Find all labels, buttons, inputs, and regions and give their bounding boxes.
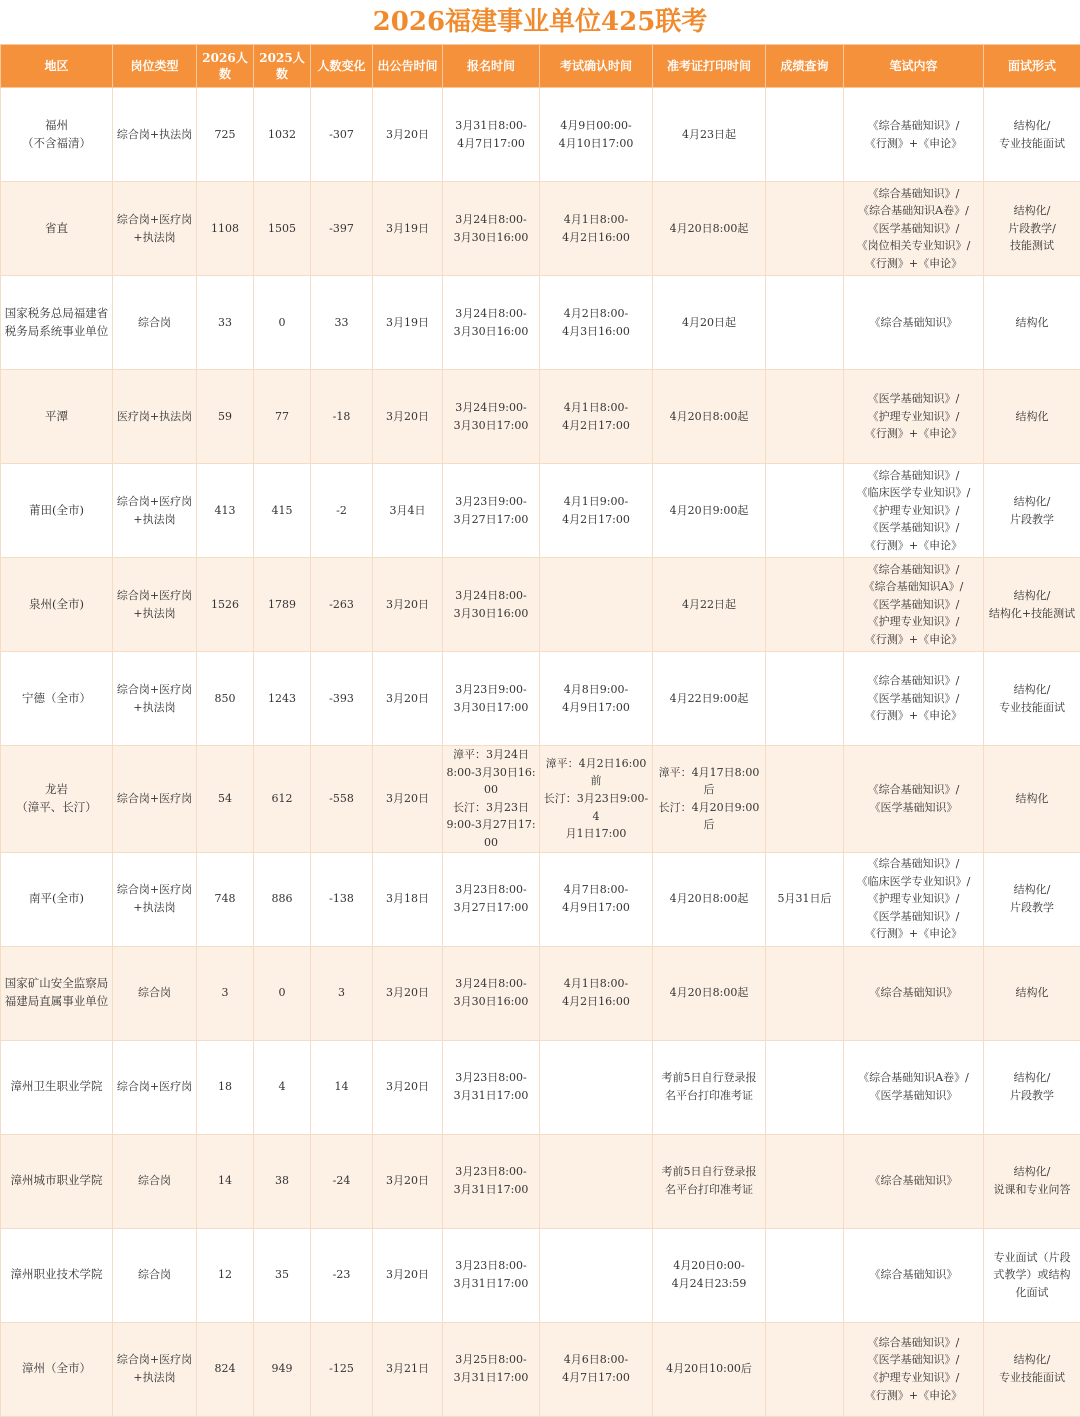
table-row	[1, 464, 1080, 558]
cell-count-change: -138	[311, 852, 373, 946]
column-header: 2025人数	[254, 45, 311, 88]
cell-confirm-time: 4月9日00:00- 4月10日17:00	[540, 88, 653, 182]
table-row	[1, 946, 1080, 1040]
cell-post-type: 综合岗+医疗岗 +执法岗	[113, 558, 197, 652]
cell-count-2026: 18	[197, 1040, 254, 1134]
cell-signup-time: 漳平：3月24日 8:00-3月30日16:00 长汀：3月23日 9:00-3月27日17:00	[443, 746, 540, 853]
cell-region: 宁德（全市）	[1, 652, 113, 746]
cell-region: 平潭	[1, 370, 113, 464]
cell-count-2025: 1789	[254, 558, 311, 652]
table-row	[1, 558, 1080, 652]
cell-written-content: 《综合基础知识A卷》/ 《医学基础知识》	[844, 1040, 984, 1134]
cell-confirm-time: 4月1日8:00- 4月2日17:00	[540, 370, 653, 464]
cell-confirm-time	[540, 558, 653, 652]
page-title: 2026福建事业单位425联考	[0, 0, 1080, 44]
table-row	[1, 182, 1080, 276]
cell-interview-form: 结构化	[984, 370, 1080, 464]
cell-signup-time: 3月24日8:00- 3月30日16:00	[443, 558, 540, 652]
cell-written-content: 《综合基础知识》	[844, 1134, 984, 1228]
table-row	[1, 1134, 1080, 1228]
column-header: 面试形式	[984, 45, 1080, 88]
table-row	[1, 746, 1080, 853]
table-row	[1, 370, 1080, 464]
cell-signup-time: 3月23日8:00- 3月31日17:00	[443, 1040, 540, 1134]
cell-announce-date: 3月20日	[373, 946, 443, 1040]
cell-admit-print-time: 4月22日起	[653, 558, 766, 652]
cell-count-2025: 0	[254, 276, 311, 370]
cell-signup-time: 3月24日8:00- 3月30日16:00	[443, 276, 540, 370]
cell-confirm-time	[540, 1228, 653, 1322]
table-body	[1, 88, 1080, 1417]
cell-signup-time: 3月23日8:00- 3月31日17:00	[443, 1134, 540, 1228]
cell-signup-time: 3月24日8:00- 3月30日16:00	[443, 946, 540, 1040]
cell-admit-print-time: 4月20日0:00- 4月24日23:59	[653, 1228, 766, 1322]
cell-count-2025: 1243	[254, 652, 311, 746]
column-header: 准考证打印时间	[653, 45, 766, 88]
cell-count-change: -263	[311, 558, 373, 652]
cell-post-type: 综合岗+医疗岗 +执法岗	[113, 1322, 197, 1416]
cell-count-2026: 725	[197, 88, 254, 182]
cell-count-2025: 35	[254, 1228, 311, 1322]
cell-post-type: 综合岗+执法岗	[113, 88, 197, 182]
cell-announce-date: 3月20日	[373, 370, 443, 464]
table-row	[1, 1228, 1080, 1322]
cell-post-type: 综合岗+医疗岗 +执法岗	[113, 182, 197, 276]
cell-admit-print-time: 考前5日自行登录报 名平台打印准考证	[653, 1134, 766, 1228]
cell-announce-date: 3月18日	[373, 852, 443, 946]
cell-signup-time: 3月23日8:00- 3月27日17:00	[443, 852, 540, 946]
cell-interview-form: 结构化/ 片段教学	[984, 464, 1080, 558]
table-row	[1, 276, 1080, 370]
cell-count-2026: 850	[197, 652, 254, 746]
cell-count-change: -307	[311, 88, 373, 182]
cell-region: 漳州（全市）	[1, 1322, 113, 1416]
cell-count-2025: 4	[254, 1040, 311, 1134]
cell-count-2025: 0	[254, 946, 311, 1040]
cell-count-2026: 59	[197, 370, 254, 464]
cell-count-change: -393	[311, 652, 373, 746]
column-header: 报名时间	[443, 45, 540, 88]
cell-post-type: 综合岗	[113, 276, 197, 370]
cell-region: 漳州卫生职业学院	[1, 1040, 113, 1134]
cell-interview-form: 结构化/ 专业技能面试	[984, 652, 1080, 746]
cell-announce-date: 3月21日	[373, 1322, 443, 1416]
cell-admit-print-time: 漳平：4月17日8:00后 长汀：4月20日9:00后	[653, 746, 766, 853]
cell-announce-date: 3月4日	[373, 464, 443, 558]
cell-announce-date: 3月20日	[373, 652, 443, 746]
cell-count-2026: 748	[197, 852, 254, 946]
cell-region: 泉州(全市)	[1, 558, 113, 652]
cell-written-content: 《综合基础知识》/ 《临床医学专业知识》/ 《护理专业知识》/ 《医学基础知识》/ 《行测》+《申论》	[844, 852, 984, 946]
cell-confirm-time: 4月8日9:00- 4月9日17:00	[540, 652, 653, 746]
column-header: 笔试内容	[844, 45, 984, 88]
cell-count-change: -2	[311, 464, 373, 558]
cell-post-type: 综合岗	[113, 1134, 197, 1228]
column-header: 成绩查询	[766, 45, 844, 88]
cell-count-change: 3	[311, 946, 373, 1040]
cell-announce-date: 3月20日	[373, 88, 443, 182]
cell-count-change: -125	[311, 1322, 373, 1416]
cell-region: 南平(全市)	[1, 852, 113, 946]
cell-interview-form: 结构化/ 片段教学	[984, 1040, 1080, 1134]
table-row	[1, 652, 1080, 746]
column-header: 人数变化	[311, 45, 373, 88]
cell-signup-time: 3月23日9:00- 3月27日17:00	[443, 464, 540, 558]
cell-confirm-time	[540, 1040, 653, 1134]
cell-region: 国家税务总局福建省 税务局系统事业单位	[1, 276, 113, 370]
cell-admit-print-time: 4月20日8:00起	[653, 946, 766, 1040]
cell-admit-print-time: 考前5日自行登录报 名平台打印准考证	[653, 1040, 766, 1134]
cell-interview-form: 结构化	[984, 946, 1080, 1040]
cell-score-query: 5月31日后	[766, 852, 844, 946]
cell-count-2026: 33	[197, 276, 254, 370]
cell-count-2026: 14	[197, 1134, 254, 1228]
cell-interview-form: 结构化/ 专业技能面试	[984, 1322, 1080, 1416]
cell-written-content: 《综合基础知识》/ 《行测》+《申论》	[844, 88, 984, 182]
cell-region: 省直	[1, 182, 113, 276]
cell-announce-date: 3月20日	[373, 1228, 443, 1322]
cell-written-content: 《综合基础知识》/ 《医学基础知识》	[844, 746, 984, 853]
cell-written-content: 《综合基础知识》/ 《综合基础知识A卷》/ 《医学基础知识》/ 《岗位相关专业知识》/ 《行测》+《申论》	[844, 182, 984, 276]
cell-region: 漳州职业技术学院	[1, 1228, 113, 1322]
cell-count-2025: 1032	[254, 88, 311, 182]
cell-count-change: -18	[311, 370, 373, 464]
cell-post-type: 综合岗+医疗岗	[113, 1040, 197, 1134]
column-header: 2026人数	[197, 45, 254, 88]
cell-score-query	[766, 88, 844, 182]
cell-count-2025: 38	[254, 1134, 311, 1228]
cell-written-content: 《综合基础知识》/ 《医学基础知识》/ 《行测》+《申论》	[844, 652, 984, 746]
cell-post-type: 综合岗+医疗岗 +执法岗	[113, 464, 197, 558]
table-row	[1, 852, 1080, 946]
table-row	[1, 1322, 1080, 1416]
cell-interview-form: 结构化	[984, 276, 1080, 370]
cell-admit-print-time: 4月20日起	[653, 276, 766, 370]
table-header-row	[1, 45, 1080, 88]
cell-interview-form: 结构化/ 结构化+技能测试	[984, 558, 1080, 652]
cell-region: 龙岩 （漳平、长汀）	[1, 746, 113, 853]
table-row	[1, 1040, 1080, 1134]
column-header: 岗位类型	[113, 45, 197, 88]
column-header: 出公告时间	[373, 45, 443, 88]
cell-written-content: 《综合基础知识》/ 《医学基础知识》/ 《护理专业知识》/ 《行测》+《申论》	[844, 1322, 984, 1416]
cell-written-content: 《综合基础知识》	[844, 276, 984, 370]
cell-count-2026: 413	[197, 464, 254, 558]
cell-count-2025: 612	[254, 746, 311, 853]
cell-interview-form: 结构化/ 片段教学	[984, 852, 1080, 946]
cell-confirm-time: 4月2日8:00- 4月3日16:00	[540, 276, 653, 370]
cell-score-query	[766, 946, 844, 1040]
cell-post-type: 综合岗	[113, 1228, 197, 1322]
cell-signup-time: 3月23日9:00- 3月30日17:00	[443, 652, 540, 746]
cell-region: 漳州城市职业学院	[1, 1134, 113, 1228]
cell-announce-date: 3月20日	[373, 1134, 443, 1228]
cell-announce-date: 3月19日	[373, 182, 443, 276]
cell-announce-date: 3月20日	[373, 1040, 443, 1134]
table-row	[1, 88, 1080, 182]
cell-count-change: -397	[311, 182, 373, 276]
cell-announce-date: 3月20日	[373, 746, 443, 853]
cell-score-query	[766, 558, 844, 652]
cell-score-query	[766, 1322, 844, 1416]
cell-signup-time: 3月23日8:00- 3月31日17:00	[443, 1228, 540, 1322]
cell-confirm-time: 4月1日8:00- 4月2日16:00	[540, 182, 653, 276]
cell-admit-print-time: 4月20日9:00起	[653, 464, 766, 558]
cell-count-2025: 886	[254, 852, 311, 946]
cell-confirm-time: 4月1日8:00- 4月2日16:00	[540, 946, 653, 1040]
cell-post-type: 医疗岗+执法岗	[113, 370, 197, 464]
cell-admit-print-time: 4月20日10:00后	[653, 1322, 766, 1416]
cell-interview-form: 结构化	[984, 746, 1080, 853]
cell-count-2026: 54	[197, 746, 254, 853]
cell-confirm-time	[540, 1134, 653, 1228]
cell-interview-form: 结构化/ 说课和专业问答	[984, 1134, 1080, 1228]
cell-count-2026: 3	[197, 946, 254, 1040]
column-header: 考试确认时间	[540, 45, 653, 88]
cell-signup-time: 3月24日9:00- 3月30日17:00	[443, 370, 540, 464]
cell-count-change: -558	[311, 746, 373, 853]
cell-admit-print-time: 4月20日8:00起	[653, 370, 766, 464]
cell-score-query	[766, 1134, 844, 1228]
cell-count-2025: 415	[254, 464, 311, 558]
cell-score-query	[766, 1040, 844, 1134]
cell-score-query	[766, 182, 844, 276]
cell-admit-print-time: 4月20日8:00起	[653, 182, 766, 276]
cell-signup-time: 3月24日8:00- 3月30日16:00	[443, 182, 540, 276]
cell-count-change: 14	[311, 1040, 373, 1134]
cell-count-2026: 824	[197, 1322, 254, 1416]
cell-region: 福州 （不含福清）	[1, 88, 113, 182]
cell-count-2026: 1108	[197, 182, 254, 276]
cell-interview-form: 结构化/ 片段教学/ 技能测试	[984, 182, 1080, 276]
cell-count-change: -24	[311, 1134, 373, 1228]
exam-table	[0, 44, 1080, 1417]
cell-interview-form: 结构化/ 专业技能面试	[984, 88, 1080, 182]
cell-announce-date: 3月19日	[373, 276, 443, 370]
cell-post-type: 综合岗	[113, 946, 197, 1040]
cell-count-change: -23	[311, 1228, 373, 1322]
cell-confirm-time: 4月7日8:00- 4月9日17:00	[540, 852, 653, 946]
cell-count-2025: 1505	[254, 182, 311, 276]
cell-count-change: 33	[311, 276, 373, 370]
cell-signup-time: 3月25日8:00- 3月31日17:00	[443, 1322, 540, 1416]
cell-admit-print-time: 4月22日9:00起	[653, 652, 766, 746]
cell-score-query	[766, 1228, 844, 1322]
cell-announce-date: 3月20日	[373, 558, 443, 652]
cell-signup-time: 3月31日8:00- 4月7日17:00	[443, 88, 540, 182]
cell-confirm-time: 漳平：4月2日16:00前 长汀：3月23日9:00-4 月1日17:00	[540, 746, 653, 853]
cell-admit-print-time: 4月23日起	[653, 88, 766, 182]
cell-written-content: 《综合基础知识》	[844, 1228, 984, 1322]
cell-interview-form: 专业面试（片段 式教学）或结构 化面试	[984, 1228, 1080, 1322]
cell-count-2026: 12	[197, 1228, 254, 1322]
cell-score-query	[766, 464, 844, 558]
cell-written-content: 《综合基础知识》	[844, 946, 984, 1040]
cell-score-query	[766, 652, 844, 746]
cell-score-query	[766, 276, 844, 370]
cell-written-content: 《医学基础知识》/ 《护理专业知识》/ 《行测》+《申论》	[844, 370, 984, 464]
cell-count-2026: 1526	[197, 558, 254, 652]
cell-count-2025: 77	[254, 370, 311, 464]
cell-admit-print-time: 4月20日8:00起	[653, 852, 766, 946]
cell-score-query	[766, 370, 844, 464]
cell-written-content: 《综合基础知识》/ 《综合基础知识A》/ 《医学基础知识》/ 《护理专业知识》/ 《行测》+《申论》	[844, 558, 984, 652]
cell-confirm-time: 4月6日8:00- 4月7日17:00	[540, 1322, 653, 1416]
cell-post-type: 综合岗+医疗岗	[113, 746, 197, 853]
cell-written-content: 《综合基础知识》/ 《临床医学专业知识》/ 《护理专业知识》/ 《医学基础知识》/ 《行测》+《申论》	[844, 464, 984, 558]
cell-post-type: 综合岗+医疗岗 +执法岗	[113, 852, 197, 946]
column-header: 地区	[1, 45, 113, 88]
cell-confirm-time: 4月1日9:00- 4月2日17:00	[540, 464, 653, 558]
cell-count-2025: 949	[254, 1322, 311, 1416]
cell-score-query	[766, 746, 844, 853]
cell-region: 莆田(全市)	[1, 464, 113, 558]
cell-post-type: 综合岗+医疗岗 +执法岗	[113, 652, 197, 746]
cell-region: 国家矿山安全监察局 福建局直属事业单位	[1, 946, 113, 1040]
